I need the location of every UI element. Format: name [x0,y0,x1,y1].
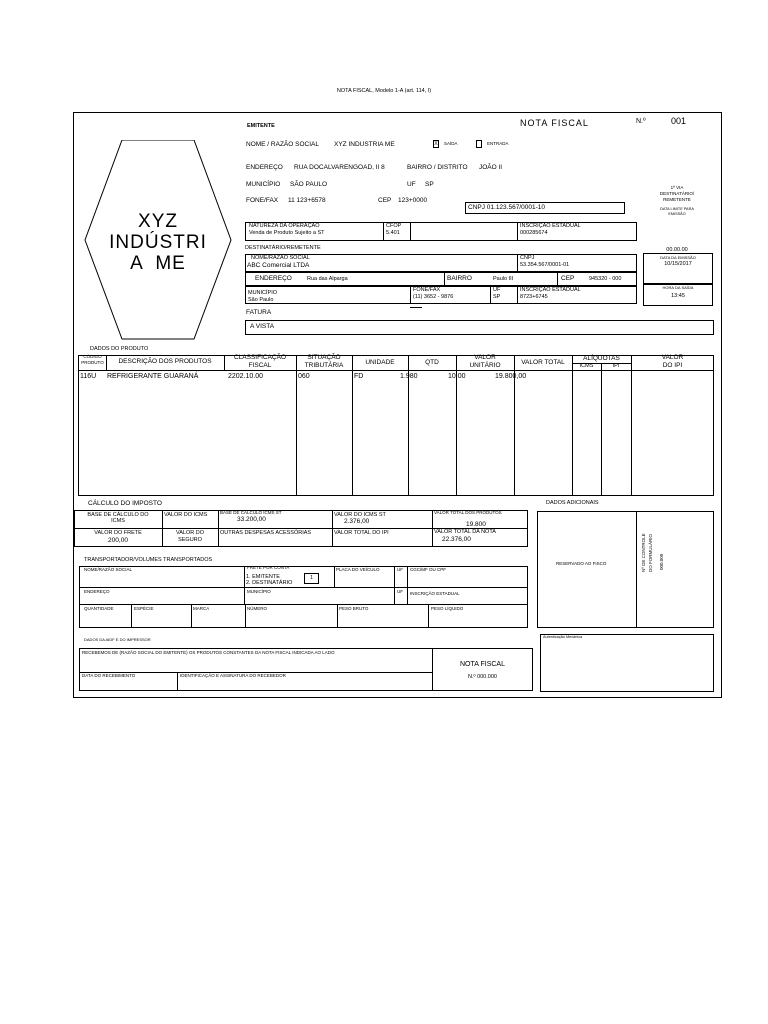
produto-qtd: 1.980 [400,373,418,380]
total-produtos-value: 19.800 [466,521,486,528]
identificacao-label: IDENTIFICAÇÃO E ASSINATURA DO RECEBEDOR [180,673,286,678]
marca-label: MARCA [193,606,210,611]
emitente-fone-value: 11 123+6578 [288,197,326,204]
adicionais-section-label: DADOS ADICIONAIS [546,500,599,506]
transp-ie-label: INSCRIÇÃO ESTADUAL [410,591,460,596]
emitente-bairro-label: BAIRRO / DISTRITO [407,164,468,171]
destinatario-endereco-value: Rua das Alparga [307,276,348,282]
natureza-label: NATUREZA DA OPERAÇÃO [249,223,320,229]
transp-uf-label: UF [397,567,403,572]
recibo-nf-title: NOTA FISCAL [460,661,505,668]
destinatario-uf-value: SP [493,294,501,300]
produto-situacao: 060 [298,373,310,380]
reservado-fisco: RESERVADO AO FISCO [556,561,607,566]
frete-conta-label: FRETE POR CONTA [247,565,290,570]
destinatario-nome-value: ABC Comercial LTDA [247,262,310,269]
fatura-box [245,320,714,335]
recebemos-label: RECEBEMOS DE (RAZÃO SOCIAL DO EMITENTE) OS PRODUTOS CONSTANTES DA NOTA FISCAL INDICADA AO LADO [82,650,335,655]
produto-codigo: 116U [80,373,97,380]
transp-nome-label: NOME/RAZÃO SOCIAL [84,567,133,572]
logo-line-2: INDÚSTRI [109,232,207,253]
th-classificacao-1: CLASSIFICAÇÃO [233,354,286,361]
autenticacao-label: Autenticação Mecânica [543,635,583,639]
th-valor-ipi-1: VALOR [661,354,684,361]
th-codigo-2: PRODUTO [81,360,104,365]
destinatario-endereco-label: ENDEREÇO [255,275,292,282]
th-classificacao-2: FISCAL [248,362,272,369]
valor-icms-label: VALOR DO ICMS [164,512,208,518]
emitente-nome-label: NOME / RAZÃO SOCIAL [246,141,319,148]
via-label: 1ª VIA [670,185,684,190]
destinatario-municipio-value: São Paulo [248,297,274,303]
th-situacao-1: SITUAÇÃO [307,354,341,361]
th-situacao-2: TRIBUTÁRIA [304,362,344,369]
emitente-nome-value: XYZ INDUSTRIA ME [334,141,395,148]
peso-bruto-label: PESO BRUTO [339,606,369,611]
form-caption: NOTA FISCAL, Modelo 1-A (art. 114, I) [336,88,432,94]
emitente-endereco-label: ENDEREÇO [246,164,283,171]
recibo-nf-number: N.º 000.000 [468,674,497,680]
seguro-label-2: SEGURO [178,537,202,543]
emitente-fone-label: FONE/FAX [246,197,279,204]
hora-value: 13:45 [671,293,685,299]
cfop-label: CFOP [386,223,402,229]
peso-liquido-label: PESO LÍQUIDO [431,606,464,611]
via-remetente: REMETENTE [663,197,691,202]
th-qtd: QTD [425,359,439,366]
destinatario-ie-value: 8723+6745 [520,294,548,300]
th-icms: ICMS [579,363,594,369]
frete-conta-value[interactable]: 1 [304,573,319,584]
emissao-value: 10/15/2017 [664,261,692,267]
numero-label: NÚMERO [247,606,267,611]
th-valor-total: VALOR TOTAL [521,359,565,366]
transp-endereco-label: ENDEREÇO [84,589,110,594]
emitente-uf-label: UF [407,181,416,188]
logo-line-1: XYZ [138,211,178,232]
th-codigo-1: CÓDIGO [83,354,102,359]
entrada-checkbox[interactable] [476,140,482,148]
base-icms-st-label: BASE DE CÁLCULO ICMS ST [220,510,282,515]
th-unidade: UNIDADE [365,359,395,366]
form-title: NOTA FISCAL [520,118,589,128]
produto-descricao: REFRIGERANTE GUARANÁ [107,373,199,380]
adicionais-box [537,511,714,628]
controle-label-1: Nº DE CONTROLE [641,533,646,572]
fatura-value: A VISTA [250,323,275,330]
frete-label: VALOR DO FRETE [94,530,142,536]
outras-despesas-label: OUTRAS DESPESAS ACESSÓRIAS [220,530,312,536]
number-value: 001 [671,116,687,126]
saida-checkbox[interactable]: X [434,141,438,147]
especie-label: ESPÉCIE [134,606,154,611]
destinatario-ie-label: INSCRIÇÃO ESTADUAL [520,287,581,293]
destinatario-endereco-row [245,272,637,286]
th-aliquotas: ALÍQUOTAS [583,355,620,362]
data-recebimento-label: DATA DO RECEBIMENTO [82,673,136,678]
th-ipi: IPI [612,363,620,369]
th-descricao: DESCRIÇÃO DOS PRODUTOS [118,358,212,365]
produtos-section-label: DADOS DO PRODUTO [90,346,149,352]
destinatario-municipio-label: MUNICÍPIO [248,290,278,296]
th-valor-unitario-2: UNITÁRIO [469,362,501,369]
data-limite-value: 00.00.00 [666,247,688,253]
destinatario-fone-label: FONE/FAX [413,287,441,293]
th-valor-unitario-1: VALOR [474,354,496,361]
base-icms-st-value: 33.200,00 [237,516,266,523]
valor-icms-st-value: 2.376,00 [344,518,370,525]
frete-value: 200,00 [108,537,128,544]
destinatario-cnpj-value: 53.354.567/0001-01 [520,262,570,268]
destinatario-section-label: DESTINATÁRIO/REMETENTE [245,245,321,251]
destinatario-uf-label: UF [493,287,501,293]
emitente-cnpj: CNPJ 01.123.567/0001-10 [468,204,545,211]
cfop-value: 5.401 [386,230,400,236]
produto-unidade: FD [354,373,364,380]
frete-opt-emitente: 1. EMITENTE [246,574,280,580]
placa-label: PLACA DO VEÍCULO [336,567,380,572]
destinatario-nome-label: NOME/RAZÃO SOCIAL [251,255,310,261]
total-produtos-label: VALOR TOTAL DOS PRODUTOS [434,510,502,515]
emitente-bairro-value: JOÃO II [479,164,503,171]
saida-label: SAÍDA [444,141,458,146]
emitente-ie-label: INSCRIÇÃO ESTADUAL [520,223,581,229]
data-limite-label-1: DATA LIMITE PARA [660,207,694,211]
emitente-label: EMITENTE [247,123,275,129]
controle-label-2: DO FORMULÁRIO [648,533,653,572]
emitente-municipio-value: SÃO PAULO [290,181,328,188]
base-icms-label-1: BASE DE CÁLCULO DO [87,512,149,518]
produto-valor-total: 19.800,00 [495,373,527,380]
destinatario-bairro-value: Paulo III [493,276,514,282]
hora-label: HORA DA SAÍDA [662,285,694,290]
total-ipi-label: VALOR TOTAL DO IPI [334,530,389,536]
controle-value: 000.000 [659,553,664,570]
seguro-label-1: VALOR DO [175,530,204,536]
total-nota-label: VALOR TOTAL DA NOTA [434,529,496,535]
entrada-label: ENTRADA [487,141,509,146]
transp-uf2-label: UF [397,589,403,594]
valor-icms-st-label: VALOR DO ICMS ST [334,512,386,518]
aidf-label: DADOS DA AIDF E DO IMPRESSOR [84,637,151,642]
imposto-section-label: CÁLCULO DO IMPOSTO [88,500,162,507]
destinatario-cnpj-label: CNPJ [520,255,535,261]
data-limite-label-2: EMISSÃO [668,212,686,216]
emitente-ie-value: 000285674 [520,230,548,236]
transportador-section-label: TRANSPORTADOR/VOLUMES TRANSPORTADOS [84,557,213,563]
total-nota-value: 22.376,00 [442,536,471,543]
emitente-uf-value: SP [425,181,434,188]
destinatario-cep-value: 945320 - 000 [589,276,622,282]
emitente-municipio-label: MUNICÍPIO [246,181,281,188]
transp-municipio-label: MUNICÍPIO [247,589,271,594]
quantidade-label: QUANTIDADE [84,606,114,611]
via-destinatario: DESTINATÁRIO/ [659,191,695,196]
emitente-endereco-value: RUA DOCALVARENGOAD, II 8 [294,164,385,171]
produto-classificacao: 2202.10.00 [228,373,264,380]
logo-line-3: A ME [130,253,186,274]
th-valor-ipi-2: DO IPI [662,362,683,369]
frete-opt-destinatario: 2. DESTINATÁRIO [246,580,293,586]
emitente-cep-label: CEP [378,197,392,204]
emissao-label: DATA DA EMISSÃO [660,255,696,260]
produto-valor-unitario: 10,00 [448,373,466,380]
destinatario-bairro-label: BAIRRO [447,275,472,282]
emitente-cep-value: 123+0000 [398,197,428,204]
autenticacao-box [540,634,714,692]
number-label: N.º [636,118,646,125]
natureza-value: Venda de Produto Sujeito a ST [249,230,325,236]
base-icms-label-2: ICMS [111,518,125,524]
fatura-label: FATURA [246,309,272,316]
cgc-label: CGC/MF OU CPF [410,567,446,572]
destinatario-fone-value: (11) 3652 - 9876 [413,294,454,300]
destinatario-cep-label: CEP [561,275,575,282]
